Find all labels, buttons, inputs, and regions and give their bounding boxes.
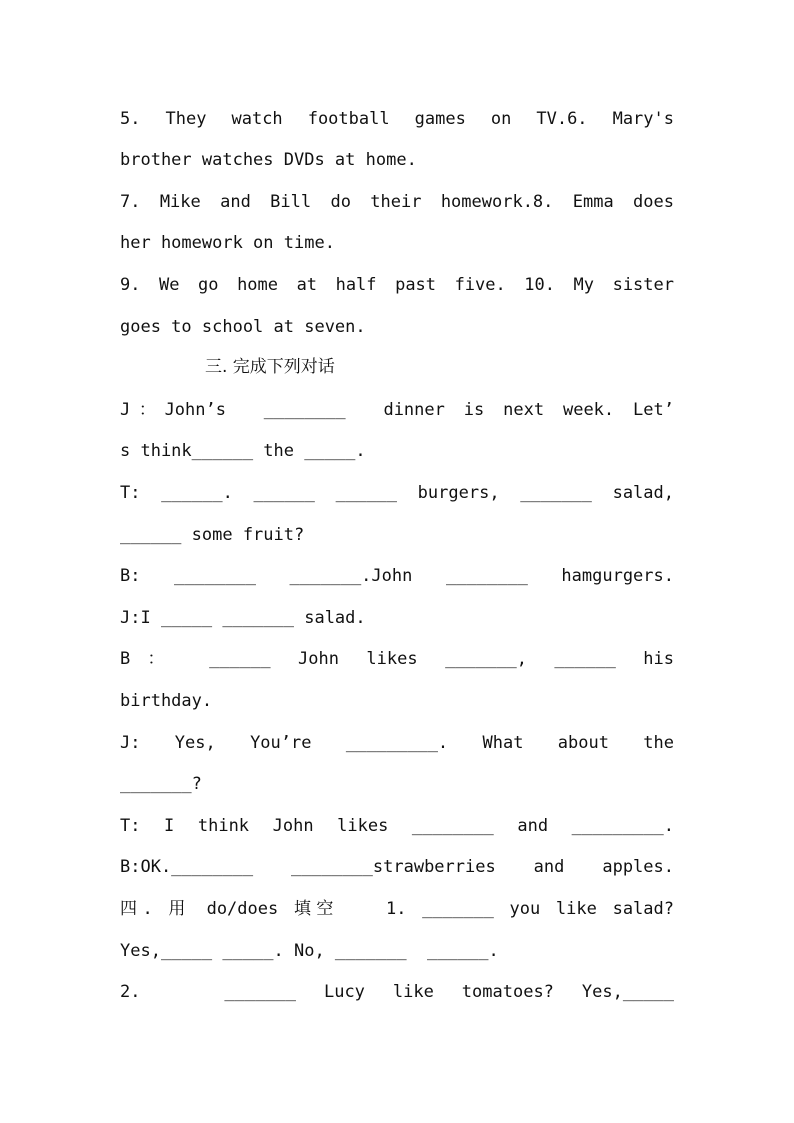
dialogue-line: birthday.: [120, 691, 213, 711]
section-4-heading: 四. 用 do/does 填空 1. _______ you like salad?: [120, 899, 674, 919]
exercise-line: 2. _______ Lucy like tomatoes? Yes,_____: [120, 982, 674, 1002]
dialogue-line: s think______ the _____.: [120, 441, 366, 461]
exercise-line: Yes,_____ _____. No, _______ ______.: [120, 941, 499, 961]
answer-line: 7. Mike and Bill do their homework.8. Emma does: [120, 192, 674, 212]
dialogue-line: T: ______. ______ ______ burgers, _______ salad,: [120, 483, 674, 503]
dialogue-line: _______?: [120, 774, 202, 794]
answer-line: 5. They watch football games on TV.6. Mary's: [120, 109, 674, 129]
dialogue-line: ______ some fruit?: [120, 525, 305, 545]
dialogue-line: B： ______ John likes _______, ______ his: [120, 649, 674, 669]
answer-line: her homework on time.: [120, 233, 335, 253]
dialogue-line: B:OK.________ ________strawberries and apples.: [120, 857, 674, 877]
dialogue-line: J: Yes, You’re _________. What about the: [120, 733, 674, 753]
answer-line: goes to school at seven.: [120, 317, 366, 337]
answer-line: brother watches DVDs at home.: [120, 150, 417, 170]
dialogue-line: T: I think John likes ________ and _________.: [120, 816, 674, 836]
dialogue-line: J:I _____ _______ salad.: [120, 608, 366, 628]
dialogue-line: J：John’s ________ dinner is next week. Let’: [120, 400, 674, 420]
dialogue-line: B: ________ _______.John ________ hamgurgers.: [120, 566, 674, 586]
answer-line: 9. We go home at half past five. 10. My sister: [120, 275, 674, 295]
section-3-heading: 三. 完成下列对话: [205, 357, 335, 377]
